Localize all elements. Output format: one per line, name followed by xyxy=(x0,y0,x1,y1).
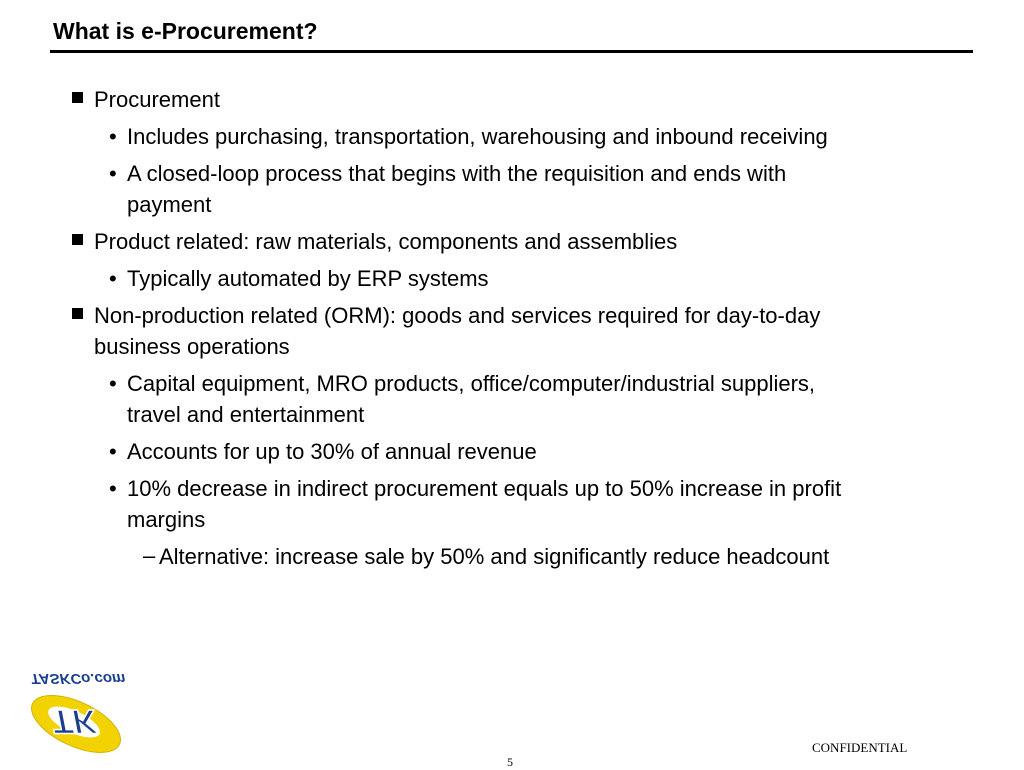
taskco-logo xyxy=(18,672,138,762)
square-bullet-icon xyxy=(72,234,83,245)
dot-bullet-icon: • xyxy=(109,476,117,501)
sub-bullet-closed-loop xyxy=(70,158,870,220)
bullet-text: A closed-loop process that begins with the requisition and ends with payment xyxy=(127,161,787,217)
dot-bullet-icon: • xyxy=(109,266,117,291)
bullet-text: Typically automated by ERP systems xyxy=(127,266,489,291)
page-number: 5 xyxy=(507,755,513,769)
bullet-list xyxy=(70,84,870,578)
bullet-text: Accounts for up to 30% of annual revenue xyxy=(127,439,537,464)
logo-wordmark: TASKCo.com xyxy=(30,672,126,687)
sub-bullet-erp xyxy=(70,263,870,294)
dot-bullet-icon: • xyxy=(109,371,117,396)
bullet-text: Product related: raw materials, components and assemblies xyxy=(94,229,678,254)
bullet-text: Includes purchasing, transportation, warehousing and inbound receiving xyxy=(127,124,828,149)
square-bullet-icon xyxy=(72,92,83,103)
sub-bullet-profit-margins xyxy=(70,473,870,535)
dot-bullet-icon: • xyxy=(109,439,117,464)
bullet-product-related xyxy=(70,226,870,257)
dot-bullet-icon: • xyxy=(109,161,117,186)
sub-bullet-capital-equipment xyxy=(70,368,870,430)
bullet-non-production xyxy=(70,300,870,362)
sub-bullet-includes xyxy=(70,121,870,152)
bullet-procurement xyxy=(70,84,870,115)
title-underline xyxy=(50,50,973,53)
sub-sub-bullet-alternative xyxy=(70,541,870,572)
bullet-text: Non-production related (ORM): goods and services required for day-to-day business operations xyxy=(94,303,821,359)
sub-bullet-annual-revenue xyxy=(70,436,870,467)
confidential-label: CONFIDENTIAL xyxy=(812,740,908,755)
bullet-text: Alternative: increase sale by 50% and significantly reduce headcount xyxy=(159,544,830,569)
bullet-text: 10% decrease in indirect procurement equals up to 50% increase in profit margins xyxy=(127,476,842,532)
bullet-text: Capital equipment, MRO products, office/computer/industrial suppliers, travel and entertainment xyxy=(127,371,816,427)
dot-bullet-icon: • xyxy=(109,124,117,149)
logo-monogram: TK xyxy=(51,702,97,740)
square-bullet-icon xyxy=(72,308,83,319)
bullet-text: Procurement xyxy=(94,87,220,112)
slide-title: What is e-Procurement? xyxy=(53,18,318,44)
dash-bullet-icon: – xyxy=(143,543,156,568)
